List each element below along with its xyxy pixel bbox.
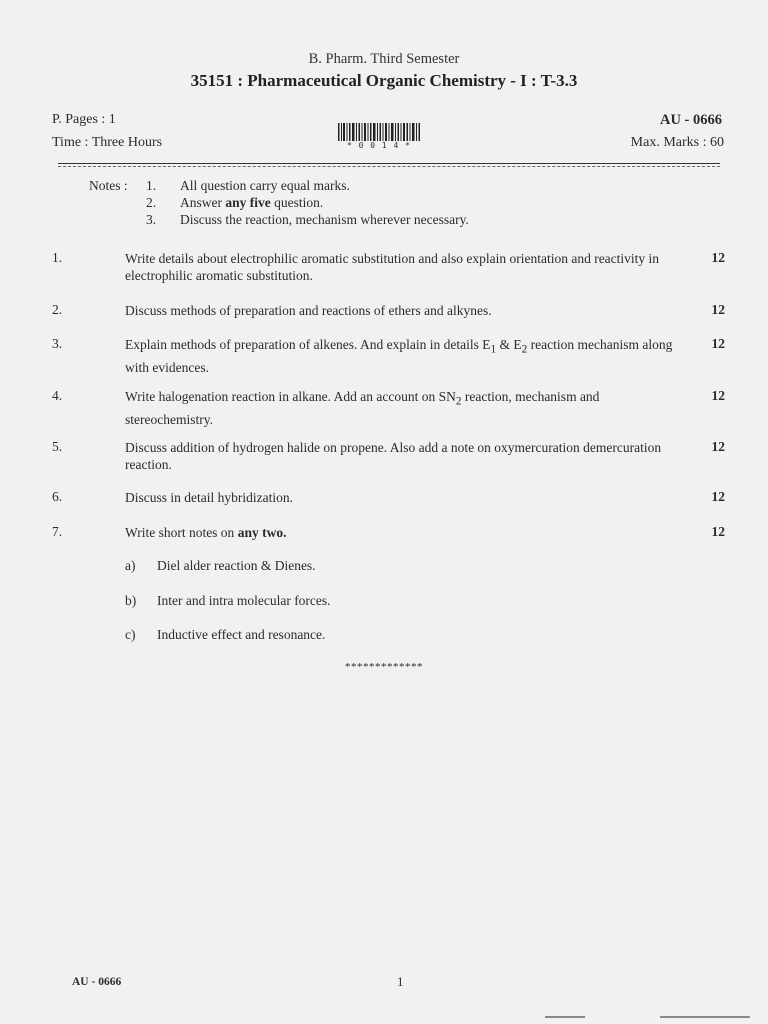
note-number: 1. [146,178,157,193]
question-marks: 12 [711,302,725,317]
note-item [146,178,350,194]
question-marks: 12 [711,524,725,539]
note-emphasis: any five [225,195,271,210]
paper-code: AU - 0666 [659,112,722,128]
question-marks: 12 [711,336,725,351]
question-text: Discuss addition of hydrogen halide on propene. Also add a note on oxymercuration demercuration reaction. [125,440,662,472]
question-text: Write details about electrophilic aromatic substitution and also explain orientation and reactivity in electrophilic aromatic substitution. [125,251,660,283]
question-text [125,524,685,541]
header-divider-dashed [58,166,720,167]
page-number: 1 [397,974,404,989]
question-text-part: Explain methods of preparation of alkenes. And explain in details E [125,337,491,352]
subpart-item [125,627,325,643]
question-marks: 12 [711,439,725,454]
question-marks: 12 [711,489,725,504]
notes-label: Notes : [89,178,128,193]
question-number: 7. [52,524,63,539]
scan-artifact [660,1016,750,1018]
question-marks: 12 [711,388,725,403]
note-number: 3. [146,212,157,227]
question-text: Discuss methods of preparation and reactions of ethers and alkynes. [125,303,492,318]
question-number: 1. [52,250,63,265]
question-number: 2. [52,302,63,317]
question-emphasis: any two. [237,525,287,540]
subpart-text: Diel alder reaction & Dienes. [157,558,316,573]
subpart-text: Inductive effect and resonance. [157,627,326,642]
barcode-icon [338,123,420,141]
subpart-text: Inter and intra molecular forces. [157,593,331,608]
question-number: 3. [52,336,63,351]
note-item [146,195,323,211]
semester-heading: B. Pharm. Third Semester [308,51,460,67]
note-number: 2. [146,195,157,210]
question-text-part: reaction, mechanism and stereochemistry. [125,389,600,427]
note-text: All question carry equal marks. [180,178,350,193]
question-text [125,388,685,428]
barcode-number: * 0 0 1 4 * [347,141,411,150]
subpart-item [125,593,331,609]
question-number: 4. [52,388,63,403]
note-text: Discuss the reaction, mechanism wherever necessary. [180,212,469,227]
max-marks: Max. Marks : 60 [630,135,724,150]
end-marker: ************* [345,661,423,673]
question-text: Discuss in detail hybridization. [125,490,293,505]
question-number: 6. [52,489,63,504]
question-number: 5. [52,439,63,454]
footer-paper-code: AU - 0666 [72,976,122,988]
subscript: 2 [521,343,528,356]
note-text-tail: question. [270,195,324,210]
exam-duration: Time : Three Hours [52,135,163,150]
note-text: Answer [180,195,226,210]
subscript: 2 [455,395,462,408]
question-text-part: reaction mechanism along with evidences. [125,337,673,375]
page-count: P. Pages : 1 [52,112,116,127]
header-divider [58,163,720,164]
subpart-label: b) [125,593,137,608]
question-text-part: & E [496,337,522,352]
question-marks: 12 [711,250,725,265]
question-text-part: Write halogenation reaction in alkane. Add an account on SN [125,389,456,404]
subscript: 1 [490,343,497,356]
subpart-label: a) [125,558,136,573]
scan-artifact [545,1016,585,1018]
question-text [125,336,685,376]
subpart-label: c) [125,627,136,642]
note-item [146,212,469,228]
question-text-part: Write short notes on [125,525,238,540]
paper-title: 35151 : Pharmaceutical Organic Chemistry - I : T-3.3 [190,71,578,90]
subpart-item [125,558,316,574]
